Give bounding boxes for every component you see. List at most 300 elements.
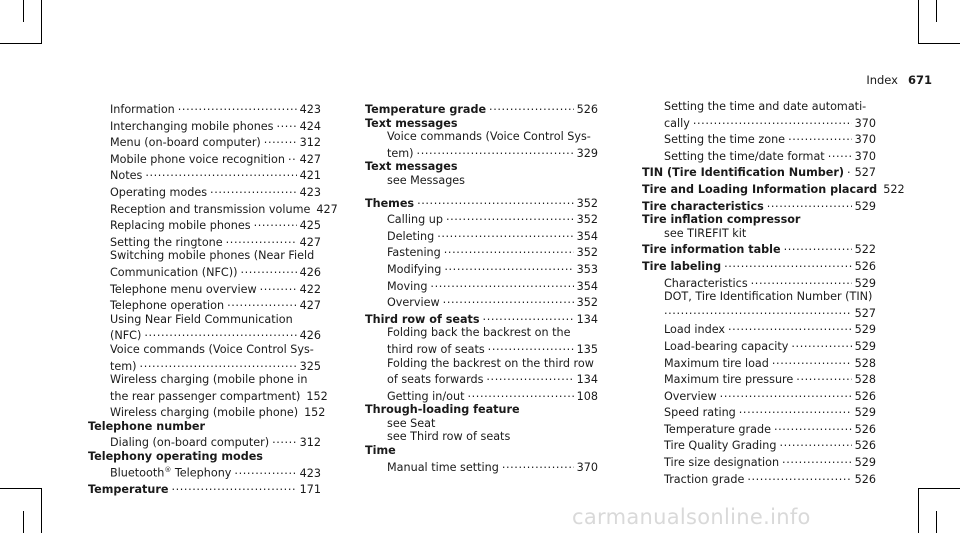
entry-term-text: Third row of seats	[365, 312, 480, 326]
page-ref: 526	[854, 472, 876, 486]
entry-term-text: Overview	[664, 389, 717, 403]
page-ref: 522	[883, 182, 905, 196]
index-subentry	[88, 387, 328, 404]
entry-term	[664, 456, 779, 470]
entry-term-text: tem)	[387, 146, 414, 160]
index-subentry	[365, 144, 598, 161]
dot-leader	[226, 233, 297, 247]
entry-term-text: Temperature	[88, 483, 169, 497]
entry-term-text: third row of seats	[387, 342, 485, 356]
page-ref: 424	[299, 119, 321, 133]
entry-term	[110, 219, 251, 233]
dot-leader	[437, 227, 573, 241]
dot-leader	[489, 100, 574, 114]
index-subentry-text: see Third row of seats	[387, 430, 511, 444]
page-ref: 529	[854, 406, 876, 420]
dot-leader	[767, 197, 852, 211]
entry-term-text: Speed rating	[664, 406, 736, 420]
index-subentry	[365, 260, 598, 277]
index-subentry	[88, 326, 321, 343]
entry-term	[110, 136, 261, 150]
entry-term	[365, 103, 486, 117]
page-ref: 527	[854, 306, 876, 320]
dot-leader	[693, 114, 852, 128]
crop-mark	[918, 0, 919, 44]
entry-term-text: of seats forwards	[387, 373, 484, 387]
entry-term-text: Menu (on-board computer)	[110, 136, 261, 150]
page-ref: 329	[576, 146, 598, 160]
index-subentry-text: Wireless charging (mobile phone in	[110, 373, 308, 387]
entry-term-text: Load index	[664, 323, 726, 337]
index-subentry-text: Folding back the backrest on the	[387, 326, 571, 340]
dot-leader	[788, 130, 852, 144]
index-subentry	[88, 150, 321, 167]
index-subentry	[88, 200, 338, 217]
index-entry	[642, 257, 876, 274]
entry-term-text: Dialing (on-board computer)	[110, 436, 270, 450]
page-ref: 134	[576, 312, 598, 326]
entry-term-text: Tire labeling	[642, 259, 722, 273]
page-ref: 354	[576, 279, 598, 293]
index-subentry	[88, 117, 321, 134]
index-subentry	[88, 133, 321, 150]
index-subentry	[642, 337, 876, 354]
entry-term-text: Information	[110, 103, 175, 116]
index-subentry-text: see Messages	[387, 173, 466, 187]
entry-term	[664, 473, 744, 487]
entry-term	[664, 277, 748, 291]
index-subentry	[642, 130, 876, 147]
entry-term	[387, 373, 483, 387]
index-subentry	[365, 293, 598, 310]
page-header	[866, 73, 932, 87]
crop-mark	[0, 488, 42, 489]
entry-term	[110, 236, 223, 250]
entry-term	[664, 439, 776, 453]
crop-mark	[936, 0, 937, 22]
index-column-1	[88, 100, 338, 497]
dot-leader	[227, 296, 297, 310]
page-ref: 426	[299, 329, 321, 343]
entry-term-text: Manual time setting	[387, 460, 499, 474]
entry-term	[110, 299, 224, 313]
index-heading: Text messages	[365, 116, 458, 130]
dot-leader	[417, 144, 574, 158]
dot-leader	[430, 277, 573, 291]
entry-term	[664, 340, 788, 354]
entry-term-text: Notes	[110, 169, 143, 183]
dot-leader	[728, 320, 852, 334]
entry-term-text: Telephone operation	[110, 299, 225, 313]
entry-term-text: cally	[664, 116, 690, 130]
entry-term	[387, 147, 414, 161]
entry-term-text: Telephony	[171, 466, 232, 480]
entry-term-text: Wireless charging (mobile phone)	[110, 406, 299, 420]
index-subentry	[88, 357, 321, 374]
dot-leader	[782, 453, 852, 467]
index-heading: Time	[365, 444, 396, 458]
page-ref: 353	[576, 262, 598, 276]
entry-term-text: Maximum tire load	[664, 356, 769, 370]
page-ref: 312	[299, 436, 321, 450]
dot-leader	[467, 387, 573, 401]
crop-mark	[23, 0, 24, 22]
entry-term	[664, 373, 793, 387]
header-label: Index	[866, 73, 898, 87]
page-ref: 370	[854, 116, 876, 130]
entry-term	[110, 283, 257, 297]
entry-term-text: Characteristics	[664, 276, 748, 290]
dot-leader	[264, 133, 297, 147]
page-ref: 526	[854, 259, 876, 273]
entry-term	[110, 153, 285, 167]
entry-term-text: Load-bearing capacity	[664, 339, 789, 353]
entry-term-text: Modifying	[387, 262, 442, 276]
index-subentry	[365, 370, 598, 387]
entry-term	[664, 133, 785, 147]
index-subentry	[88, 263, 321, 280]
page-ref: 312	[299, 136, 321, 150]
dot-leader	[772, 354, 852, 368]
page-ref: 370	[576, 460, 598, 474]
entry-term	[387, 246, 441, 260]
index-subentry-text: Switching mobile phones (Near Field	[110, 249, 315, 263]
index-entry	[365, 310, 598, 327]
dot-leader	[747, 470, 851, 484]
entry-term	[642, 243, 781, 257]
crop-mark	[918, 488, 960, 489]
page-ref: 522	[854, 243, 876, 257]
page-ref: 325	[299, 359, 321, 373]
entry-term-text: Tire characteristics	[642, 199, 764, 213]
index-subentry	[88, 183, 321, 200]
index-subentry-text: Folding the backrest on the third row	[387, 356, 594, 370]
dot-leader	[779, 436, 851, 450]
page-ref: 529	[854, 323, 876, 337]
entry-term-text: Tire size designation	[664, 456, 780, 470]
page-ref: 422	[299, 282, 321, 296]
crop-mark	[23, 511, 24, 533]
index-heading: Telephony operating modes	[88, 450, 263, 464]
dot-leader	[178, 100, 297, 114]
index-subentry	[642, 470, 876, 487]
page-ref: 352	[576, 296, 598, 310]
page-ref: 352	[576, 196, 598, 210]
entry-term	[664, 406, 736, 420]
index-subentry	[365, 340, 598, 357]
entry-term	[110, 464, 231, 480]
dot-leader	[444, 260, 573, 274]
crop-mark	[918, 488, 919, 533]
dot-leader	[774, 420, 852, 434]
dot-leader	[784, 240, 852, 254]
index-subentry	[642, 420, 876, 437]
entry-term	[642, 166, 844, 180]
page-ref: 526	[854, 439, 876, 453]
index-subentry	[365, 277, 598, 294]
index-subentry	[88, 296, 321, 313]
page-ref: 427	[316, 202, 338, 216]
entry-term-text: Temperature grade	[365, 103, 487, 116]
dot-leader	[272, 433, 297, 447]
page-ref: 526	[576, 103, 598, 116]
page-ref: 526	[854, 422, 876, 436]
crop-mark	[918, 43, 960, 44]
index-subentry-text: see Seat	[387, 416, 436, 430]
entry-term	[110, 406, 298, 420]
index-heading: Through-loading feature	[365, 403, 520, 417]
crop-mark	[41, 488, 42, 533]
page-ref: 427	[299, 152, 321, 166]
entry-term-text: Moving	[387, 279, 428, 293]
index-subentry	[365, 243, 598, 260]
index-subentry-text: Voice commands (Voice Control Sys-	[110, 342, 314, 356]
index-heading: Tire inflation compressor	[642, 213, 801, 227]
dot-leader	[664, 304, 852, 318]
index-subentry	[88, 433, 321, 450]
index-subentry	[642, 304, 876, 321]
page-ref: 135	[576, 342, 598, 356]
entry-term-text: Operating modes	[110, 185, 208, 199]
entry-term-text: Communication (NFC))	[110, 265, 238, 279]
watermark: carmanualsonline.info	[572, 505, 811, 529]
entry-term-text: (NFC)	[110, 329, 142, 343]
index-heading: Telephone number	[88, 419, 205, 433]
entry-term	[387, 230, 434, 244]
index-entry	[365, 194, 598, 211]
entry-term	[387, 343, 485, 357]
entry-term-text: Getting in/out	[387, 389, 465, 403]
index-subentry-text: Voice commands (Voice Control Sys-	[387, 130, 591, 144]
page-ref: 526	[854, 389, 876, 403]
entry-term	[387, 213, 443, 227]
page-ref: 529	[854, 276, 876, 290]
entry-term-text: Mobile phone voice recognition	[110, 152, 285, 166]
dot-leader	[828, 147, 852, 161]
entry-term	[642, 183, 877, 197]
page-ref: 529	[854, 456, 876, 470]
page-ref: 354	[576, 229, 598, 243]
entry-term-text: Setting the ringtone	[110, 235, 223, 249]
entry-term-text: TIN (Tire Identification Number)	[642, 166, 844, 180]
dot-leader	[483, 310, 574, 324]
page-ref: 152	[306, 389, 328, 403]
page-ref: 352	[576, 246, 598, 260]
dot-leader	[144, 326, 296, 340]
index-subentry	[365, 458, 598, 475]
page-ref: 108	[576, 389, 598, 403]
entry-term-text: Setting the time/date format	[664, 149, 825, 163]
index-entry	[642, 163, 876, 180]
entry-term-text: Deleting	[387, 229, 435, 243]
dot-leader	[145, 166, 296, 180]
index-subentry	[365, 387, 598, 404]
entry-term-text: Telephone menu overview	[110, 282, 257, 296]
page-ref: 528	[854, 373, 876, 387]
entry-term	[387, 280, 427, 294]
entry-term-text: Maximum tire pressure	[664, 373, 794, 387]
dot-leader	[234, 464, 296, 478]
entry-term	[664, 423, 771, 437]
dot-leader	[791, 337, 851, 351]
entry-term	[664, 390, 717, 404]
page-ref: 529	[854, 339, 876, 353]
entry-term-text: the rear passenger compartment)	[110, 389, 301, 403]
entry-term	[110, 186, 207, 200]
index-entry	[365, 100, 598, 117]
page-ref: 423	[299, 185, 321, 199]
page-ref: 528	[854, 356, 876, 370]
index-column-2	[365, 100, 598, 474]
page-ref: 370	[854, 133, 876, 147]
page-ref: 426	[299, 265, 321, 279]
entry-term-text: Traction grade	[664, 472, 745, 486]
page-ref: 171	[299, 483, 321, 497]
entry-term	[110, 103, 175, 117]
index-subentry-text: Setting the time and date automati-	[664, 100, 867, 113]
index-subentry	[88, 464, 321, 481]
index-subentry	[642, 274, 876, 291]
entry-term	[110, 266, 237, 280]
dot-leader	[488, 340, 574, 354]
dot-leader	[210, 183, 297, 197]
entry-term-text: Bluetooth	[110, 466, 165, 480]
dot-leader	[724, 257, 852, 271]
entry-term	[387, 296, 440, 310]
entry-term-text: Tire and Loading Information placard	[642, 182, 878, 196]
registered-mark: ®	[164, 465, 172, 474]
crop-mark	[0, 43, 42, 44]
page-ref: 423	[299, 466, 321, 480]
page-ref: 152	[304, 406, 326, 420]
entry-term	[664, 150, 825, 164]
index-entry	[642, 180, 905, 197]
index-subentry	[642, 387, 876, 404]
page-ref: 370	[854, 149, 876, 163]
page-ref: 527	[854, 166, 876, 180]
entry-term-text: Fastening	[387, 246, 441, 260]
entry-term-text: Interchanging mobile phones	[110, 119, 274, 133]
index-subentry	[88, 166, 321, 183]
page-ref: 427	[299, 235, 321, 249]
entry-term-text: Overview	[387, 296, 440, 310]
entry-term	[110, 390, 300, 404]
dot-leader	[277, 117, 297, 131]
page-ref: 134	[576, 373, 598, 387]
crop-mark	[936, 511, 937, 533]
index-subentry	[642, 370, 876, 387]
index-subentry	[88, 216, 321, 233]
entry-term	[365, 197, 414, 211]
entry-term	[387, 390, 464, 404]
index-subentry	[365, 210, 598, 227]
entry-term-text: Tire information table	[642, 243, 781, 257]
index-subentry-text: Using Near Field Communication	[110, 312, 293, 326]
entry-term	[664, 323, 725, 337]
index-subentry-text: DOT, Tire Identification Number (TIN)	[664, 290, 873, 304]
page-ref: 423	[299, 103, 321, 116]
page-ref: 427	[299, 299, 321, 313]
dot-leader	[446, 210, 574, 224]
index-subentry	[88, 100, 321, 117]
dot-leader	[751, 274, 852, 288]
dot-leader	[140, 357, 297, 371]
crop-mark	[41, 0, 42, 44]
index-subentry	[642, 354, 876, 371]
entry-term-text: Reception and transmission volume	[110, 202, 311, 216]
dot-leader	[240, 263, 296, 277]
dot-leader	[739, 403, 852, 417]
entry-term-text: Tire Quality Grading	[664, 439, 777, 453]
dot-leader	[417, 194, 574, 208]
entry-term	[110, 329, 141, 343]
entry-term-text: Setting the time zone	[664, 133, 786, 147]
entry-term	[664, 357, 769, 371]
index-column-3	[642, 100, 905, 486]
dot-leader	[720, 387, 852, 401]
dot-leader	[486, 370, 573, 384]
entry-term	[110, 169, 142, 183]
dot-leader	[444, 243, 574, 257]
index-subentry	[88, 233, 321, 250]
entry-term	[387, 461, 499, 475]
entry-term	[88, 483, 168, 497]
entry-term-text: Replacing mobile phones	[110, 219, 251, 233]
entry-term-text: tem)	[110, 359, 137, 373]
entry-term-text: Temperature grade	[664, 422, 771, 436]
entry-term	[365, 313, 480, 327]
index-subentry	[642, 403, 876, 420]
page-ref: 352	[576, 213, 598, 227]
entry-term	[110, 436, 269, 450]
entry-term	[642, 260, 721, 274]
index-entry	[88, 480, 321, 497]
dot-leader	[847, 163, 852, 177]
page-ref: 421	[299, 169, 321, 183]
dot-leader	[171, 480, 296, 494]
dot-leader	[260, 280, 297, 294]
dot-leader	[796, 370, 851, 384]
entry-term	[387, 263, 441, 277]
entry-term	[110, 360, 137, 374]
entry-term	[110, 203, 310, 217]
dot-leader	[502, 458, 574, 472]
entry-term-text: Calling up	[387, 213, 443, 227]
dot-leader	[254, 216, 297, 230]
index-subentry	[88, 403, 326, 420]
index-subentry	[88, 280, 321, 297]
page-number: 671	[907, 73, 932, 87]
index-subentry	[642, 320, 876, 337]
index-entry	[642, 197, 876, 214]
page-ref: 529	[854, 199, 876, 213]
index-subentry	[642, 114, 876, 131]
entry-term	[642, 200, 764, 214]
index-subentry	[642, 147, 876, 164]
page-ref: 425	[299, 219, 321, 233]
index-subentry-text: see TIREFIT kit	[664, 226, 747, 240]
entry-term	[110, 120, 274, 134]
index-entry	[642, 240, 876, 257]
dot-leader	[288, 150, 297, 164]
entry-term	[664, 117, 690, 131]
index-heading: Text messages	[365, 160, 458, 174]
index-subentry	[642, 453, 876, 470]
index-subentry	[642, 436, 876, 453]
entry-term-text: Themes	[365, 196, 415, 210]
index-subentry	[365, 227, 598, 244]
dot-leader	[443, 293, 574, 307]
